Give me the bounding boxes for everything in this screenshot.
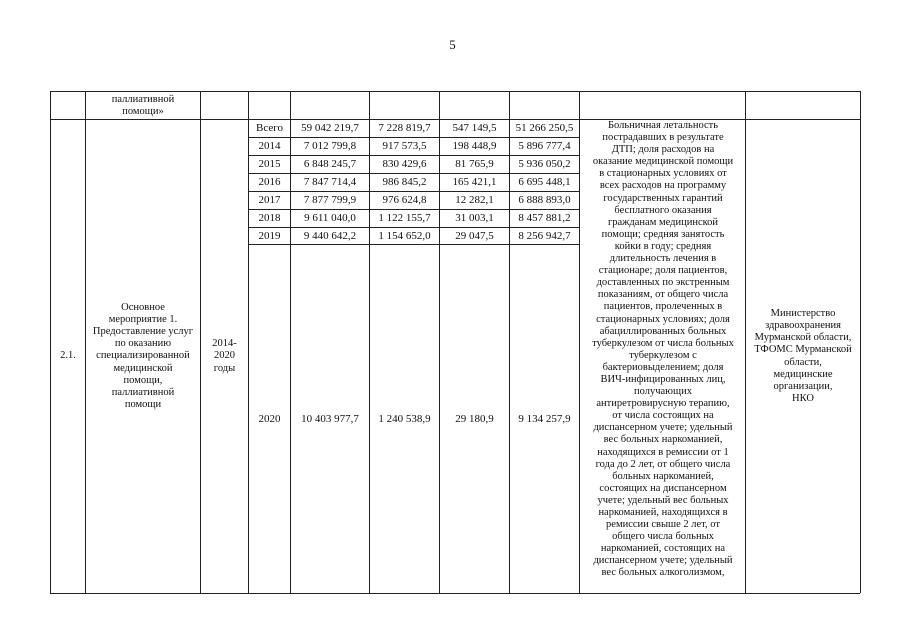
indicator-line: туберкулезом с	[629, 349, 697, 361]
indicator-line: от числа состоящих на	[612, 410, 714, 422]
table-top-border	[50, 91, 860, 92]
period-cell	[201, 120, 248, 593]
table-bottom-border	[50, 593, 860, 594]
activity-line: паллиативной	[111, 387, 175, 398]
period-line: 2020	[214, 350, 235, 362]
page-number: 5	[449, 37, 456, 52]
activity-line: Предоставление услуг	[92, 325, 194, 337]
indicator-line: вес больных наркоманией,	[603, 434, 723, 446]
year-label: 2018	[258, 212, 281, 225]
indicator-line: гражданам медицинской	[607, 216, 719, 228]
indicator-line: находящихся в ремиссии от 1	[597, 446, 729, 458]
indicators-cell	[581, 120, 745, 592]
indicator-line: антиретровирусную терапию,	[596, 398, 730, 410]
source1-value: 986 845,2	[382, 176, 427, 189]
indicator-line: стационаре; доля пациентов,	[598, 265, 728, 277]
indicator-line: диспансерном учете; удельный	[593, 422, 733, 434]
indicator-line: наркоманией, состоящих на	[600, 543, 726, 555]
col-border	[579, 91, 580, 593]
executor-line: организации,	[773, 380, 833, 392]
total-value: 10 403 977,7	[301, 412, 359, 425]
activity-line: мероприятие 1.	[108, 313, 178, 325]
source3-value: 5 936 050,2	[518, 158, 571, 171]
continuation-text	[88, 94, 198, 118]
source1-value: 976 624,8	[382, 194, 427, 207]
indicator-line: показаниям, от общего числа	[597, 289, 729, 301]
total-value: 9 440 642,2	[303, 229, 357, 242]
activity-line: помощи	[124, 399, 162, 411]
source3-value: 8 256 942,7	[518, 229, 571, 242]
year-label: 2017	[258, 194, 281, 207]
source3-value: 8 457 881,2	[518, 212, 571, 225]
continuation-line: паллиативной	[111, 94, 175, 105]
source3-value: 6 888 893,0	[518, 194, 571, 207]
source3-value: 51 266 250,5	[515, 122, 574, 135]
indicator-line: состоящих на диспансерном	[599, 482, 727, 494]
executor-line: НКО	[792, 393, 814, 405]
indicator-line: койки в году; средняя	[614, 240, 712, 252]
activity-cell	[86, 120, 200, 593]
indicator-line: общего числа больных	[612, 531, 714, 543]
indicator-line: туберкулезом от числа больных	[592, 337, 734, 349]
total-value: 59 042 219,7	[301, 122, 359, 135]
activity-line: Основное	[121, 301, 165, 313]
source2-value: 29 047,5	[455, 229, 494, 242]
source2-value: 29 180,9	[455, 412, 494, 425]
source1-value: 1 240 538,9	[378, 412, 431, 425]
indicator-line: абациллированных больных	[599, 325, 727, 337]
source2-value: 81 765,9	[455, 158, 494, 171]
indicator-line: помощи; средняя занятость	[601, 228, 725, 240]
year-label: 2020	[258, 412, 281, 425]
indicator-line: ДТП; доля расходов на	[611, 144, 715, 156]
source2-value: 165 421,1	[452, 176, 497, 189]
indicator-line: вес больных алкоголизмом,	[601, 567, 725, 579]
row-number: 2.1.	[60, 350, 76, 362]
source3-value: 6 695 448,1	[518, 176, 571, 189]
indicator-line: бактериовыделением; доля	[602, 361, 724, 373]
executor-line: ТФОМС Мурманской	[754, 344, 852, 356]
indicator-line: всех расходов на программу	[599, 180, 727, 192]
executor-line: Министерство	[770, 307, 836, 319]
period-line: годы	[213, 362, 236, 374]
year-label: 2016	[258, 176, 281, 189]
year-label: Всего	[256, 122, 283, 135]
indicator-line: доставленных по экстренным	[596, 277, 730, 289]
activity-line: по оказанию	[114, 338, 172, 350]
total-value: 6 848 245,7	[303, 158, 357, 171]
total-value: 7 012 799,8	[303, 140, 357, 153]
indicator-line: государственных гарантий	[603, 192, 723, 204]
activity-line: специализированной	[96, 350, 190, 362]
indicator-line: наркоманией, находящихся в	[598, 507, 728, 518]
total-value: 9 611 040,0	[304, 212, 356, 225]
indicator-line: ВИЧ-инфицированных лиц,	[600, 373, 726, 385]
total-value: 7 847 714,4	[303, 176, 357, 189]
executor-line: здравоохранения	[765, 319, 841, 331]
period-line: 2014-	[212, 338, 237, 350]
year-label: 2019	[258, 229, 281, 242]
total-value: 7 877 799,9	[303, 194, 357, 207]
indicator-line: стационарных условиях; доля	[596, 313, 730, 325]
indicator-line: учете; удельный вес больных	[597, 494, 729, 506]
source2-value: 198 448,9	[452, 140, 497, 153]
indicator-line: бесплатного оказания	[614, 204, 712, 216]
activity-line: помощи,	[123, 374, 163, 386]
source2-value: 31 003,1	[455, 212, 494, 225]
indicator-line: Больничная летальность	[608, 120, 718, 131]
indicator-line: оказание медицинской помощи	[592, 156, 734, 168]
executor-line: области,	[784, 356, 822, 368]
indicator-line: больных наркоманией,	[612, 470, 714, 482]
year-label: 2015	[258, 158, 281, 171]
source1-value: 830 429,6	[382, 158, 427, 171]
indicator-line: длительность лечения в	[609, 253, 717, 265]
continuation-line: помощи»	[122, 106, 164, 117]
source1-value: 1 154 652,0	[378, 229, 431, 242]
source3-value: 9 134 257,9	[518, 412, 571, 425]
indicator-line: получающих	[634, 386, 692, 398]
executor-line: Мурманской области,	[754, 332, 852, 344]
indicator-line: в стационарных условиях от	[599, 168, 727, 180]
source2-value: 547 149,5	[452, 122, 497, 135]
indicator-line: пострадавших в результате	[602, 132, 724, 144]
executor-line: медицинские	[773, 368, 833, 380]
indicator-line: ремиссии свыше 2 лет, от	[606, 519, 720, 531]
indicator-line: диспансерном учете; удельный	[593, 555, 733, 567]
col-border	[860, 91, 861, 593]
year-label: 2014	[258, 140, 281, 153]
source1-value: 917 573,5	[382, 140, 427, 153]
indicator-line: года до 2 лет, от общего числа	[595, 458, 731, 470]
executor-cell	[746, 120, 860, 593]
source1-value: 7 228 819,7	[378, 122, 431, 135]
source1-value: 1 122 155,7	[378, 212, 431, 225]
activity-line: медицинской	[113, 362, 173, 374]
source3-value: 5 896 777,4	[518, 140, 571, 153]
indicator-line: пациентов, пролеченных в	[603, 301, 723, 313]
source2-value: 12 282,1	[455, 194, 494, 207]
